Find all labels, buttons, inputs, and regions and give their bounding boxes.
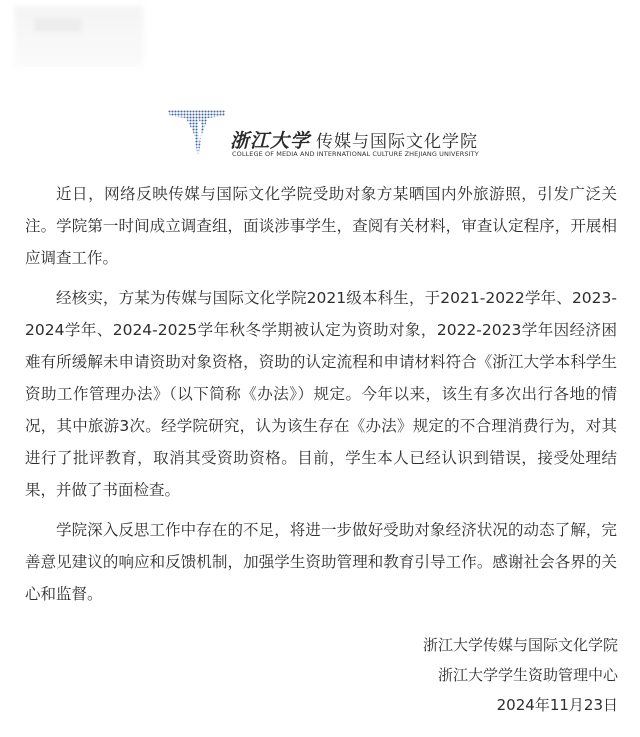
paragraph-3: 学院深入反思工作中存在的不足，将进一步做好受助对象经济状况的动态了解，完善意见建议的响应和反馈机制，加强学生资助管理和教育引导工作。感谢社会各界的关心和监督。	[25, 521, 617, 603]
college-logo	[168, 104, 479, 164]
signature-org-college: 浙江大学传媒与国际文化学院	[422, 636, 618, 654]
blurred-header-area	[14, 6, 144, 68]
signature-block	[423, 630, 618, 720]
signature-date: 2024年11月23日	[496, 696, 618, 714]
logo-university-name: 浙江大学	[230, 130, 311, 152]
logo-chinese-name	[230, 126, 478, 153]
logo-college-name: 传媒与国际文化学院	[316, 132, 479, 152]
paragraph-1: 近日，网络反映传媒与国际文化学院受助对象方某晒国内外旅游照，引发广泛关注。学院第一时间成立调查组，面谈涉事学生，查阅有关材料，审查认定程序，开展相应调查工作。	[25, 185, 617, 267]
university-emblem-icon	[168, 104, 226, 160]
signature-org-aid-center: 浙江大学学生资助管理中心	[437, 666, 618, 684]
logo-english-name: COLLEGE OF MEDIA AND INTERNATIONAL CULTURE ZHEJIANG UNIVERSITY	[232, 150, 479, 158]
statement-body	[25, 178, 617, 618]
paragraph-2: 经核实，方某为传媒与国际文化学院2021级本科生，于2021-2022学年、2023-2024学年、2024-2025学年秋冬学期被认定为资助对象，2022-2023学年因经济困难有所缓解未申请资助对象资格，资助的认定流程和申请材料符合《浙江大学本科学生资助工作管理办法》（以下简称《办法》）规定。今年以来，该生有多次出行各地的情况，其中旅游3次。经学院研究，认为该生存在《办法》规定的不合理消费行为，对其进行了批评教育，取消其受资助资格。目前，学生本人已经认识到错误，接受处理结果，并做了书面检查。	[25, 289, 617, 499]
